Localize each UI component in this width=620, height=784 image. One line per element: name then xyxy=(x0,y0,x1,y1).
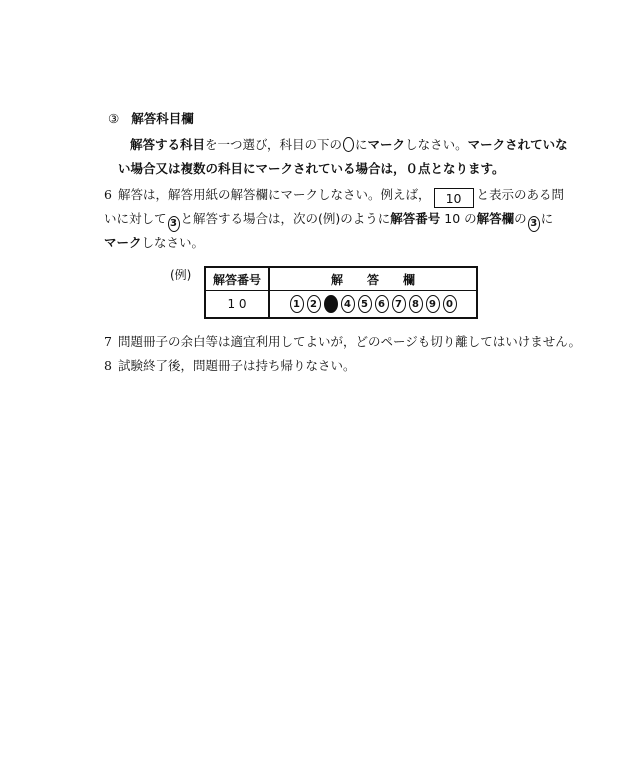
section3-line1-f: マークされていな xyxy=(467,137,568,152)
item6-line3 xyxy=(104,234,204,252)
item6-number: 6 xyxy=(104,187,112,202)
section3-line1 xyxy=(130,136,568,154)
item6-line1-a: 解答は，解答用紙の解答欄にマークしなさい。例えば， xyxy=(118,187,431,202)
section3-line1-a: 解答する科目 xyxy=(130,137,206,152)
item6-line1-b: と表示のある問 xyxy=(476,187,565,202)
answer-bubble-0: 0 xyxy=(443,295,457,313)
answer-bubble-3: 3 xyxy=(324,295,338,313)
example-bubble-row xyxy=(269,291,477,319)
empty-oval-icon xyxy=(343,137,354,152)
section3-heading xyxy=(108,110,194,128)
item6-line3-b: しなさい。 xyxy=(141,235,205,250)
circled-3-icon-2: 3 xyxy=(528,216,540,232)
item7-number: 7 xyxy=(104,334,112,349)
section3-marker: ③ xyxy=(108,111,120,126)
section3-line1-b: を一つ選び，科目の下の xyxy=(205,137,343,152)
answer-bubble-4: 4 xyxy=(341,295,355,313)
item6-line2 xyxy=(104,210,553,232)
item6-line2-c: 解答番号 xyxy=(390,211,441,226)
item6-line2-d: 10 の xyxy=(440,211,477,226)
item8-number: 8 xyxy=(104,358,112,373)
circled-3-icon: 3 xyxy=(168,216,180,232)
item8-text: 試験終了後，問題冊子は持ち帰りなさい。 xyxy=(118,358,356,373)
answer-bubble-7: 7 xyxy=(392,295,406,313)
answer-bubble-9: 9 xyxy=(426,295,440,313)
section3-title: 解答科目欄 xyxy=(131,111,194,126)
answer-bubble-5: 5 xyxy=(358,295,372,313)
section3-line1-d: マーク xyxy=(367,137,406,152)
item6-line2-f: の xyxy=(514,211,527,226)
answer-number-box: 10 xyxy=(434,188,474,208)
item6-line1 xyxy=(118,186,564,208)
answer-bubble-2: 2 xyxy=(307,295,321,313)
answer-bubble-6: 6 xyxy=(375,295,389,313)
section3-line2 xyxy=(118,160,505,178)
bubble-container xyxy=(288,296,458,310)
example-header-number: 解答番号 xyxy=(205,267,269,291)
section3-line2-b: ０点となります。 xyxy=(405,161,505,176)
example-label: (例) xyxy=(170,268,192,282)
item6-line2-b: と解答する場合は，次の(例)のように xyxy=(180,211,391,226)
item6-line2-g: に xyxy=(540,211,554,226)
answer-bubble-1: 1 xyxy=(290,295,304,313)
example-answer-table xyxy=(204,266,478,319)
item7-text: 問題冊子の余白等は適宜利用してよいが，どのページも切り離してはいけません。 xyxy=(118,334,582,349)
example-row-number: 1 0 xyxy=(205,291,269,319)
section3-line1-e: しなさい。 xyxy=(405,137,468,152)
section3-line2-a: い場合又は複数の科目にマークされている場合は， xyxy=(118,161,406,176)
item6-line3-a: マーク xyxy=(104,235,142,250)
item6-line2-e: 解答欄 xyxy=(476,211,515,226)
answer-bubble-8: 8 xyxy=(409,295,423,313)
example-header-answer: 解 答 欄 xyxy=(269,267,477,291)
item6-line2-a: いに対して xyxy=(104,211,167,226)
section3-line1-c: に xyxy=(355,137,368,152)
